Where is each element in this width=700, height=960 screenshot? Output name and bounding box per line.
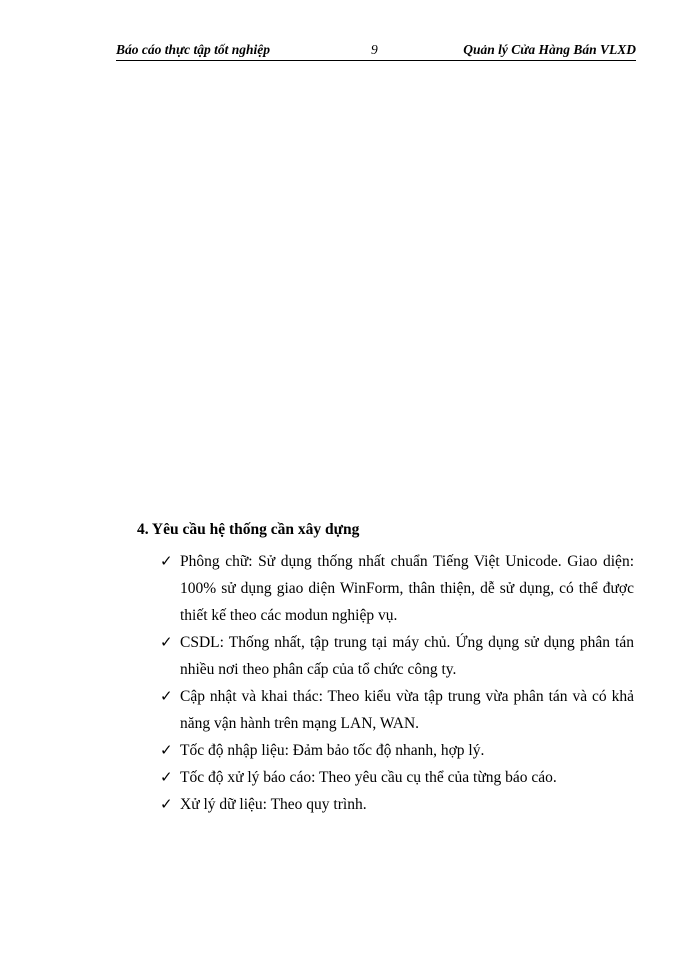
checkmark-icon: ✓ (160, 633, 173, 651)
section-heading: 4. Yêu cầu hệ thống cần xây dựng (137, 521, 360, 538)
list-item (160, 737, 634, 764)
list-item-text: Xử lý dữ liệu: Theo quy trình. (180, 796, 367, 813)
checkmark-icon: ✓ (160, 552, 173, 570)
header-page-number: 9 (371, 42, 378, 57)
checkmark-icon: ✓ (160, 795, 173, 813)
list-item-text: Cập nhật và khai thác: Theo kiểu vừa tập trung vừa phân tán và có khả năng vận hành trên mạng LAN, WAN. (180, 688, 634, 732)
list-item-text: Tốc độ xử lý báo cáo: Theo yêu cầu cụ thể của từng báo cáo. (180, 769, 557, 786)
header-report-title: Báo cáo thực tập tốt nghiệp (116, 42, 270, 57)
requirements-list (160, 548, 634, 818)
checkmark-icon: ✓ (160, 687, 173, 705)
list-item (160, 548, 634, 629)
checkmark-icon: ✓ (160, 741, 173, 759)
header-project-title: Quản lý Cửa Hàng Bán VLXD (463, 42, 636, 57)
checkmark-icon: ✓ (160, 768, 173, 786)
list-item (160, 629, 634, 683)
list-item-text: CSDL: Thống nhất, tập trung tại máy chủ. Ứng dụng sử dụng phân tán nhiều nơi theo phân cấp của tổ chức công ty. (180, 634, 634, 678)
list-item-text: Tốc độ nhập liệu: Đảm bảo tốc độ nhanh, hợp lý. (180, 742, 485, 759)
page-header (116, 40, 636, 61)
list-item (160, 683, 634, 737)
list-item-text: Phông chữ: Sử dụng thống nhất chuẩn Tiếng Việt Unicode. Giao diện: 100% sử dụng giao diện WinForm, thân thiện, dễ sử dụng, có thể được thiết kế theo các modun nghiệp vụ. (180, 553, 634, 624)
list-item (160, 764, 634, 791)
list-item (160, 791, 634, 818)
